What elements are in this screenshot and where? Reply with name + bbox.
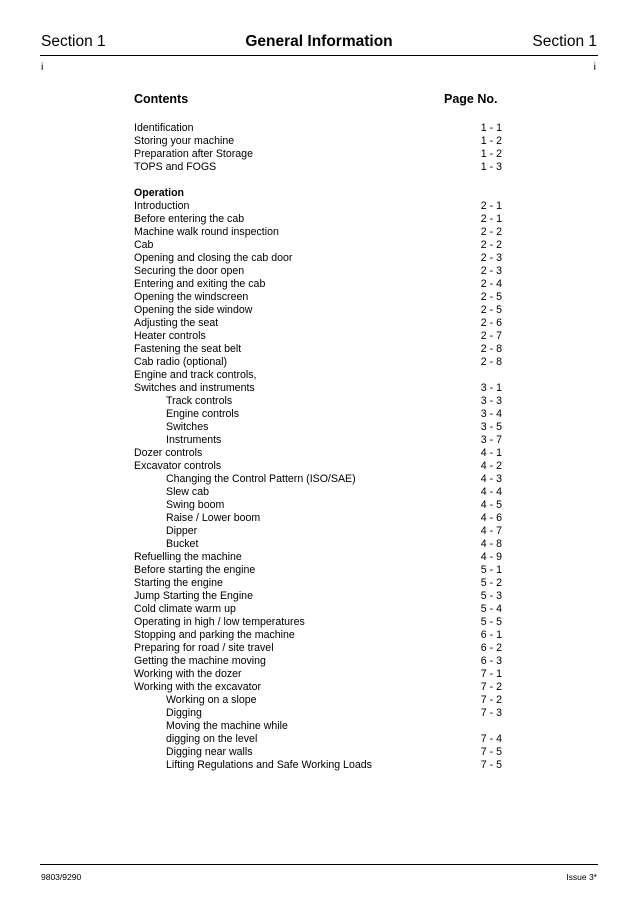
toc-entry-label: Adjusting the seat bbox=[134, 317, 219, 329]
toc-entry-page: 1 - 2 bbox=[480, 148, 502, 160]
toc-entry bbox=[134, 239, 502, 252]
toc-entry-label: Machine walk round inspection bbox=[134, 226, 279, 238]
toc-entry bbox=[134, 317, 502, 330]
toc-entry-label: Cold climate warm up bbox=[134, 603, 236, 615]
toc-entry-label: Cab radio (optional) bbox=[134, 356, 228, 368]
toc-entry-page: 2 - 8 bbox=[480, 343, 502, 355]
toc-entry-label: Getting the machine moving bbox=[134, 655, 266, 667]
toc-entry-label: Slew cab bbox=[166, 486, 209, 498]
toc-entry bbox=[134, 343, 502, 356]
toc-entry-label: Opening the windscreen bbox=[134, 291, 249, 303]
footer-divider bbox=[40, 864, 598, 865]
toc-entry-page: 1 - 1 bbox=[480, 122, 502, 134]
toc-entry-page: 7 - 1 bbox=[480, 668, 502, 680]
toc-entry bbox=[134, 226, 502, 239]
toc-entry-label: Entering and exiting the cab bbox=[134, 278, 266, 290]
toc-entry-page: 4 - 5 bbox=[480, 499, 502, 511]
toc-entry-page: 7 - 5 bbox=[480, 746, 502, 758]
header-section-right: Section 1 bbox=[532, 33, 597, 50]
toc-entry-label: Working with the dozer bbox=[134, 668, 242, 680]
toc-entry-page: 6 - 2 bbox=[480, 642, 502, 654]
toc-entry-page: 2 - 6 bbox=[480, 317, 502, 329]
table-of-contents bbox=[134, 122, 502, 772]
toc-entry-page: 5 - 5 bbox=[480, 616, 502, 628]
toc-entry-page: 3 - 1 bbox=[480, 382, 502, 394]
toc-entry-page: 7 - 5 bbox=[480, 759, 502, 771]
page-number-right: i bbox=[593, 61, 596, 73]
toc-entry-page: 5 - 1 bbox=[480, 564, 502, 576]
toc-entry bbox=[134, 512, 502, 525]
toc-entry bbox=[134, 200, 502, 213]
toc-entry-page: 5 - 2 bbox=[480, 577, 502, 589]
toc-entry-label: Before starting the engine bbox=[134, 564, 256, 576]
toc-entry bbox=[134, 252, 502, 265]
toc-entry-page: 2 - 2 bbox=[480, 226, 502, 238]
toc-entry-label: Working on a slope bbox=[166, 694, 257, 706]
toc-entry bbox=[134, 603, 502, 616]
toc-entry-label: Lifting Regulations and Safe Working Loads bbox=[166, 759, 372, 771]
toc-entry-label: Digging near walls bbox=[166, 746, 253, 758]
toc-entry-page: 7 - 2 bbox=[480, 681, 502, 693]
toc-entry-label: Excavator controls bbox=[134, 460, 222, 472]
toc-entry-page: 4 - 8 bbox=[480, 538, 502, 550]
toc-entry-label: Dozer controls bbox=[134, 447, 203, 459]
toc-entry-label: Refuelling the machine bbox=[134, 551, 242, 563]
toc-entry-label: Raise / Lower boom bbox=[166, 512, 261, 524]
toc-entry-page: 2 - 8 bbox=[480, 356, 502, 368]
toc-entry-label: Introduction bbox=[134, 200, 190, 212]
toc-entry-page: 2 - 7 bbox=[480, 330, 502, 342]
toc-entry-page: 2 - 3 bbox=[480, 252, 502, 264]
toc-entry bbox=[134, 746, 502, 759]
toc-entry-page: 2 - 2 bbox=[480, 239, 502, 251]
toc-entry-page: 1 - 2 bbox=[480, 135, 502, 147]
toc-entry-label: Engine controls bbox=[166, 408, 240, 420]
toc-entry-page: 1 - 3 bbox=[480, 161, 502, 173]
toc-entry bbox=[134, 304, 502, 317]
toc-entry-label: Instruments bbox=[166, 434, 222, 446]
toc-entry-label: digging on the level bbox=[166, 733, 258, 745]
toc-entry-label: Cab bbox=[134, 239, 154, 251]
header-divider bbox=[40, 55, 598, 56]
toc-entry-label: Engine and track controls, bbox=[134, 369, 257, 381]
toc-entry bbox=[134, 278, 502, 291]
toc-entry bbox=[134, 161, 502, 174]
toc-entry-page: 3 - 5 bbox=[480, 421, 502, 433]
toc-entry-page: 3 - 7 bbox=[480, 434, 502, 446]
toc-entry-page: 4 - 1 bbox=[480, 447, 502, 459]
toc-entry-label: Jump Starting the Engine bbox=[134, 590, 253, 602]
toc-entry bbox=[134, 694, 502, 707]
toc-entry bbox=[134, 551, 502, 564]
toc-entry-page: 4 - 4 bbox=[480, 486, 502, 498]
toc-entry bbox=[134, 265, 502, 278]
toc-entry bbox=[134, 122, 502, 135]
toc-entry bbox=[134, 473, 502, 486]
toc-entry-page: 3 - 4 bbox=[480, 408, 502, 420]
toc-entry bbox=[134, 525, 502, 538]
toc-entry-label: Opening the side window bbox=[134, 304, 253, 316]
toc-entry-label: Bucket bbox=[166, 538, 199, 550]
toc-entry-page: 7 - 3 bbox=[480, 707, 502, 719]
toc-entry-page: 7 - 4 bbox=[480, 733, 502, 745]
toc-entry bbox=[134, 434, 502, 447]
toc-entry-page: 2 - 5 bbox=[480, 304, 502, 316]
page-title: General Information bbox=[245, 33, 393, 50]
toc-entry bbox=[134, 642, 502, 655]
toc-entry bbox=[134, 759, 502, 772]
toc-entry-label: Before entering the cab bbox=[134, 213, 245, 225]
toc-entry-label: Working with the excavator bbox=[134, 681, 261, 693]
toc-entry bbox=[134, 681, 502, 694]
toc-entry bbox=[134, 382, 502, 395]
toc-entry bbox=[134, 668, 502, 681]
toc-entry-page: 4 - 3 bbox=[480, 473, 502, 485]
toc-entry bbox=[134, 135, 502, 148]
toc-entry bbox=[134, 460, 502, 473]
toc-entry-label: Preparing for road / site travel bbox=[134, 642, 274, 654]
toc-entry-label: Opening and closing the cab door bbox=[134, 252, 293, 264]
toc-entry-page: 2 - 4 bbox=[480, 278, 502, 290]
toc-entry bbox=[134, 733, 502, 746]
toc-entry bbox=[134, 577, 502, 590]
toc-entry-label: Securing the door open bbox=[134, 265, 245, 277]
toc-entry bbox=[134, 408, 502, 421]
toc-entry bbox=[134, 590, 502, 603]
toc-entry bbox=[134, 356, 502, 369]
toc-entry-page: 2 - 3 bbox=[480, 265, 502, 277]
toc-entry-label: Switches bbox=[166, 421, 209, 433]
toc-entry bbox=[134, 148, 502, 161]
toc-entry bbox=[134, 395, 502, 408]
toc-entry-label: Changing the Control Pattern (ISO/SAE) bbox=[166, 473, 356, 485]
toc-entry-label: Switches and instruments bbox=[134, 382, 255, 394]
toc-entry-label: Preparation after Storage bbox=[134, 148, 253, 160]
toc-entry-label: Stopping and parking the machine bbox=[134, 629, 295, 641]
toc-entry-page: 4 - 6 bbox=[480, 512, 502, 524]
toc-entry bbox=[134, 486, 502, 499]
toc-entry-label: Heater controls bbox=[134, 330, 206, 342]
toc-entry bbox=[134, 369, 502, 382]
toc-entry bbox=[134, 499, 502, 512]
toc-entry-page: 6 - 3 bbox=[480, 655, 502, 667]
toc-entry-page: 6 - 1 bbox=[480, 629, 502, 641]
document-number: 9803/9290 bbox=[41, 872, 82, 882]
toc-entry-label: Dipper bbox=[166, 525, 198, 537]
toc-entry-page: 4 - 7 bbox=[480, 525, 502, 537]
toc-entry-label: Storing your machine bbox=[134, 135, 235, 147]
toc-section-heading bbox=[134, 187, 502, 200]
toc-entry-label: Identification bbox=[134, 122, 194, 134]
toc-entry-label: Fastening the seat belt bbox=[134, 343, 242, 355]
toc-entry-label: Starting the engine bbox=[134, 577, 223, 589]
toc-entry-page: 3 - 3 bbox=[480, 395, 502, 407]
page-no-heading: Page No. bbox=[444, 92, 498, 106]
toc-entry-label: Track controls bbox=[166, 395, 233, 407]
toc-entry-page: 4 - 2 bbox=[480, 460, 502, 472]
toc-entry bbox=[134, 447, 502, 460]
toc-entry bbox=[134, 707, 502, 720]
toc-entry-label: Digging bbox=[166, 707, 202, 719]
header-section-left: Section 1 bbox=[41, 33, 106, 50]
toc-entry bbox=[134, 616, 502, 629]
toc-entry-page: 7 - 2 bbox=[480, 694, 502, 706]
toc-entry bbox=[134, 720, 502, 733]
toc-entry-label: Operating in high / low temperatures bbox=[134, 616, 305, 628]
toc-entry bbox=[134, 330, 502, 343]
toc-entry-page: 5 - 3 bbox=[480, 590, 502, 602]
toc-entry bbox=[134, 291, 502, 304]
toc-entry bbox=[134, 213, 502, 226]
contents-heading: Contents bbox=[134, 92, 189, 106]
toc-entry bbox=[134, 421, 502, 434]
toc-entry-label: TOPS and FOGS bbox=[134, 161, 217, 173]
toc-entry-page: 2 - 5 bbox=[480, 291, 502, 303]
page-number-left: i bbox=[41, 61, 44, 73]
toc-entry-page: 4 - 9 bbox=[480, 551, 502, 563]
issue-number: Issue 3* bbox=[566, 872, 597, 882]
toc-entry bbox=[134, 538, 502, 551]
toc-entry-page: 2 - 1 bbox=[480, 200, 502, 212]
toc-entry-label: Moving the machine while bbox=[166, 720, 288, 732]
toc-entry-label: Swing boom bbox=[166, 499, 225, 511]
toc-entry-label: Operation bbox=[134, 187, 185, 199]
toc-entry-page: 5 - 4 bbox=[480, 603, 502, 615]
toc-entry-page: 2 - 1 bbox=[480, 213, 502, 225]
section-spacer bbox=[134, 174, 502, 187]
toc-entry bbox=[134, 564, 502, 577]
toc-entry bbox=[134, 629, 502, 642]
toc-entry bbox=[134, 655, 502, 668]
